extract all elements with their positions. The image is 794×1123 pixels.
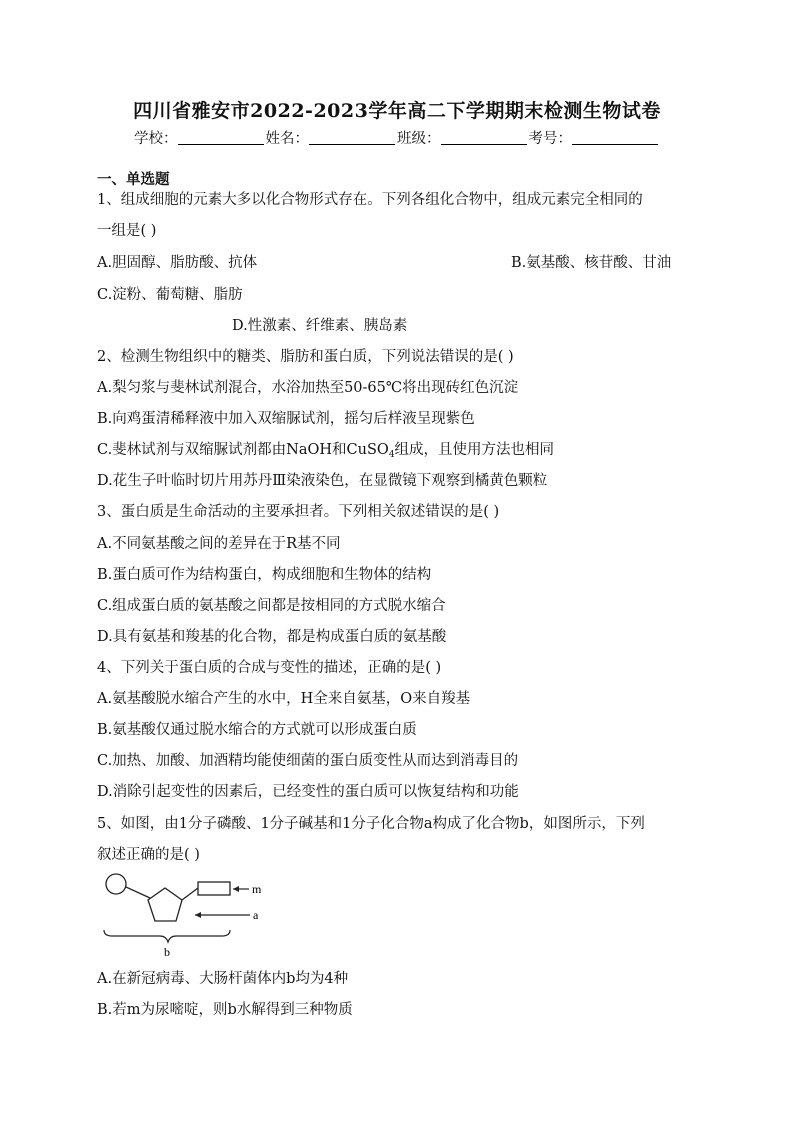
- q1-stem-line1: 1、组成细胞的元素大多以化合物形式存在。下列各组化合物中，组成元素完全相同的: [97, 192, 643, 208]
- base-bond: [182, 888, 198, 900]
- number-label: 考号：: [528, 131, 572, 147]
- q4-option-a: A.氨基酸脱水缩合产生的水中，H全来自氨基，O来自羧基: [97, 691, 471, 707]
- q1-option-b: B.氨基酸、核苷酸、甘油: [511, 255, 672, 271]
- name-blank[interactable]: [309, 130, 395, 145]
- q3-option-a: A.不同氨基酸之间的差异在于R基不同: [97, 536, 341, 552]
- arrow-m-head: [233, 886, 239, 892]
- section-heading: 一、单选题: [97, 171, 170, 188]
- name-label: 姓名：: [265, 131, 309, 147]
- school-label: 学校：: [134, 131, 178, 147]
- exam-title: 四川省雅安市2022-2023学年高二下学期期末检测生物试卷: [133, 100, 661, 122]
- arrow-a-head: [195, 912, 201, 918]
- q1-option-c: C.淀粉、葡萄糖、脂肪: [97, 287, 243, 303]
- q2-option-c: [97, 438, 554, 460]
- q3-stem: 3、蛋白质是生命活动的主要承担者。下列相关叙述错误的是( ): [97, 504, 500, 520]
- pentose-ring: [148, 888, 182, 921]
- q5-option-a: A.在新冠病毒、大肠杆菌体内b均为4种: [97, 971, 349, 987]
- q2-option-b: B.向鸡蛋清稀释液中加入双缩脲试剂，摇匀后样液呈现紫色: [97, 411, 475, 427]
- q3-option-c: C.组成蛋白质的氨基酸之间都是按相同的方式脱水缩合: [97, 598, 446, 614]
- q4-option-b: B.氨基酸仅通过脱水缩合的方式就可以形成蛋白质: [97, 722, 417, 738]
- school-blank[interactable]: [178, 130, 264, 145]
- q4-option-d: D.消除引起变性的因素后，已经变性的蛋白质可以恢复结构和功能: [97, 784, 519, 800]
- phosphate-circle: [106, 874, 126, 894]
- q3-option-d: D.具有氨基和羧基的化合物，都是构成蛋白质的氨基酸: [97, 629, 447, 645]
- q1-option-a: A.胆固醇、脂肪酸、抗体: [97, 255, 258, 271]
- q2-option-c-post: 组成，且使用方法也相同: [394, 442, 555, 458]
- brace-b: [104, 930, 230, 942]
- label-m: m: [252, 882, 262, 896]
- nucleotide-diagram: [100, 868, 280, 960]
- q3-option-b: B.蛋白质可作为结构蛋白，构成细胞和生物体的结构: [97, 567, 432, 583]
- label-a: a: [253, 908, 259, 922]
- q2-option-c-sub: 4: [388, 450, 395, 460]
- q2-option-d: D.花生子叶临时切片用苏丹Ⅲ染液染色，在显微镜下观察到橘黄色颗粒: [97, 473, 548, 489]
- class-blank[interactable]: [441, 130, 527, 145]
- base-rect: [198, 882, 230, 895]
- student-info-line: [0, 127, 794, 148]
- q4-stem: 4、下列关于蛋白质的合成与变性的描述，正确的是( ): [97, 660, 442, 676]
- q1-option-d: D.性激素、纤维素、胰岛素: [232, 318, 408, 334]
- q5-option-b: B.若m为尿嘧啶，则b水解得到三种物质: [97, 1002, 353, 1018]
- q4-option-c: C.加热、加酸、加酒精均能使细菌的蛋白质变性从而达到消毒目的: [97, 753, 519, 769]
- q5-stem-line1: 5、如图，由1分子磷酸、1分子碱基和1分子化合物a构成了化合物b，如图所示，下列: [97, 816, 645, 832]
- q5-stem-line2: 叙述正确的是( ): [97, 847, 200, 863]
- label-b: b: [164, 945, 170, 959]
- q2-option-a: A.梨匀浆与斐林试剂混合，水浴加热至50-65℃将出现砖红色沉淀: [97, 380, 519, 396]
- number-blank[interactable]: [572, 130, 658, 145]
- q2-option-c-pre: C.斐林试剂与双缩脲试剂都由NaOH和CuSO: [97, 442, 389, 458]
- q1-stem-line2: 一组是( ): [97, 223, 157, 239]
- phosphate-bond: [126, 887, 150, 898]
- class-label: 班级：: [397, 131, 441, 147]
- q2-stem: 2、检测生物组织中的糖类、脂肪和蛋白质，下列说法错误的是( ): [97, 349, 514, 365]
